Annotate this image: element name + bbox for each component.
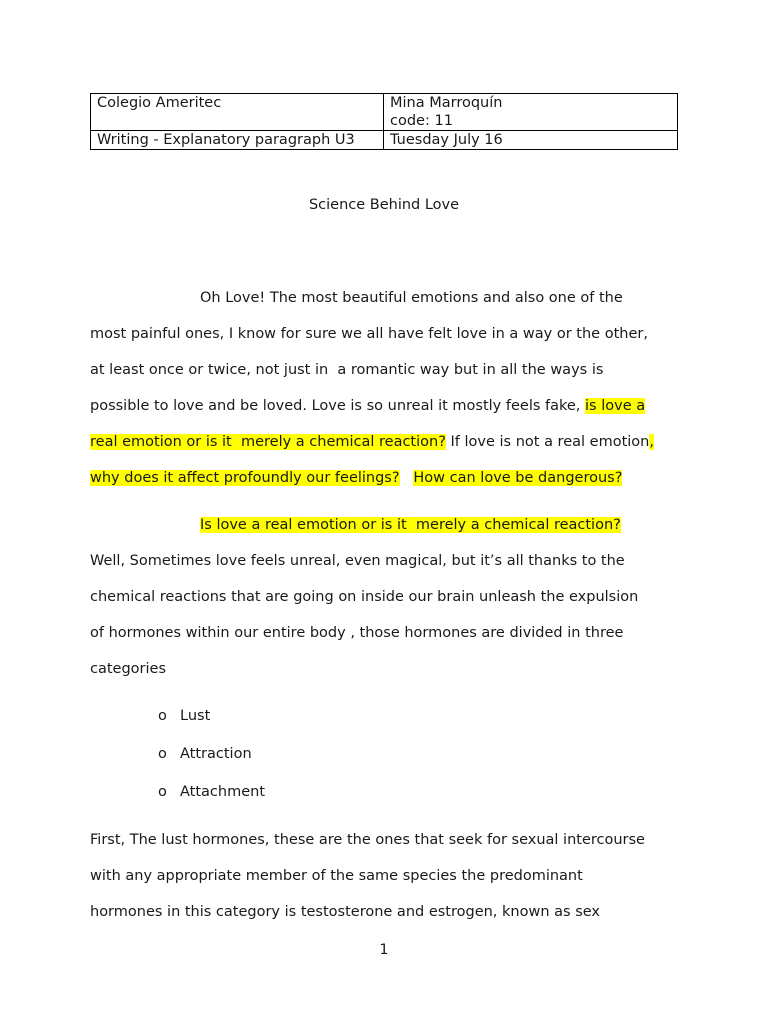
paragraph-line: First, The lust hormones, these are the ones that seek for sexual intercourse: [90, 832, 645, 848]
paragraph-line: at least once or twice, not just in a romantic way but in all the ways is: [90, 362, 604, 378]
highlighted-text: real emotion or is it merely a chemical reaction?: [90, 434, 446, 450]
student-cell: [384, 94, 678, 131]
highlighted-text: Is love a real emotion or is it merely a chemical reaction?: [200, 517, 621, 533]
header-row: [91, 94, 678, 131]
paragraph-line: [90, 396, 645, 416]
date-cell: [384, 131, 678, 150]
student-name: Mina Marroquín: [390, 95, 503, 111]
paragraph-line: chemical reactions that are going on inside our brain unleash the expulsion: [90, 589, 639, 605]
list-item-text: Attraction: [180, 746, 252, 762]
highlighted-text: ,: [649, 434, 654, 450]
text-run: If love is not a real emotion: [445, 434, 650, 450]
assignment-date: Tuesday July 16: [390, 132, 503, 148]
paragraph-line: categories: [90, 661, 167, 677]
highlighted-text: How can love be dangerous?: [413, 470, 623, 486]
highlighted-text: why does it affect profoundly our feelings?: [90, 470, 400, 486]
list-item: [158, 706, 210, 726]
paragraph-line: [90, 468, 622, 488]
bullet-marker: o: [158, 784, 167, 800]
bullet-marker: o: [158, 708, 167, 724]
text-run: possible to love and be loved. Love is so unreal it mostly feels fake,: [90, 398, 586, 414]
header-table: [90, 93, 678, 150]
paragraph-line: with any appropriate member of the same species the predominant: [90, 868, 583, 884]
document-title: Science Behind Love: [308, 197, 460, 213]
paragraph-line: of hormones within our entire body , those hormones are divided in three: [90, 625, 624, 641]
school-cell: [91, 94, 384, 131]
list-item: [158, 744, 252, 764]
header-row: [91, 131, 678, 150]
paragraph-line: hormones in this category is testosterone and estrogen, known as sex: [90, 904, 600, 920]
paragraph-line: most painful ones, I know for sure we all have felt love in a way or the other,: [90, 326, 648, 342]
section-subheading: [200, 515, 621, 535]
page-number: 1: [379, 942, 389, 958]
list-item: [158, 782, 265, 802]
student-code: code: 11: [390, 113, 453, 129]
paragraph-line: Well, Sometimes love feels unreal, even magical, but it’s all thanks to the: [90, 553, 625, 569]
bullet-marker: o: [158, 746, 167, 762]
assignment-title: Writing - Explanatory paragraph U3: [97, 132, 355, 148]
list-item-text: Lust: [180, 708, 211, 724]
highlighted-text: is love a: [585, 398, 646, 414]
assignment-cell: [91, 131, 384, 150]
paragraph-line: [90, 432, 654, 452]
paragraph-line: Oh Love! The most beautiful emotions and also one of the: [200, 290, 623, 306]
text-run: [400, 470, 414, 486]
list-item-text: Attachment: [180, 784, 266, 800]
school-name: Colegio Ameritec: [97, 95, 222, 111]
